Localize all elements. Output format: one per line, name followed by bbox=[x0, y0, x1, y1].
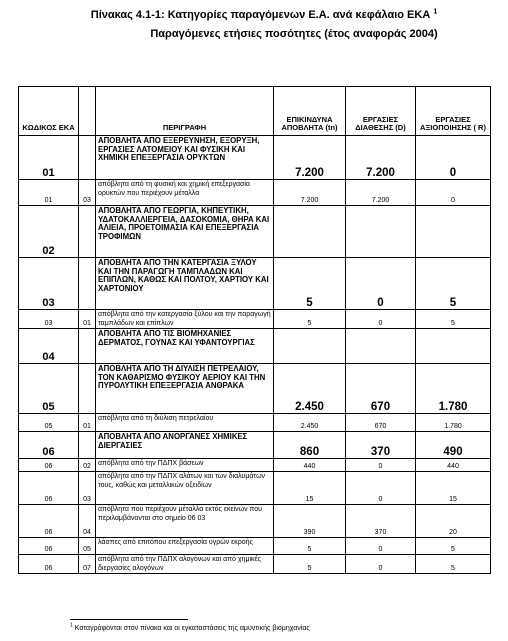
recovery-cell: 490 bbox=[416, 432, 491, 459]
hazardous-cell: 15 bbox=[274, 472, 346, 505]
description-cell: απόβλητα από την ΠΔΠΧ αλογόνων και από χημικές διεργασίες αλογόνων bbox=[96, 555, 274, 574]
hazardous-cell: 5 bbox=[274, 310, 346, 329]
hazardous-cell: 5 bbox=[274, 538, 346, 555]
recovery-cell: 5 bbox=[416, 258, 491, 310]
disposal-cell: 0 bbox=[346, 258, 416, 310]
description-cell: ΑΠΟΒΛΗΤΑ ΑΠΟ ΤΗ ΔΙΥΛΙΣΗ ΠΕΤΡΕΛΑΙΟΥ, ΤΟΝ ΚΑΘΑΡΙΣΜΟ ΦΥΣΙΚΟΥ ΑΕΡΙΟΥ ΚΑΙ ΤΗΝ ΠΥΡΟΛΥΤΙΚΗ ΕΠΕΞΕΡΓΑΣΙΑ ΑΝΘΡΑΚΑ bbox=[96, 364, 274, 414]
category-row bbox=[19, 206, 491, 258]
disposal-cell: 370 bbox=[346, 432, 416, 459]
category-row bbox=[19, 136, 491, 180]
code-cell: 05 bbox=[19, 364, 79, 414]
table-title bbox=[10, 9, 508, 22]
code-cell: 03 bbox=[19, 258, 79, 310]
disposal-cell: 7.200 bbox=[346, 180, 416, 206]
subcategory-row bbox=[19, 505, 491, 538]
subcategory-row bbox=[19, 472, 491, 505]
hazardous-cell: 440 bbox=[274, 459, 346, 472]
sub-code-cell: 07 bbox=[79, 555, 96, 574]
category-row bbox=[19, 258, 491, 310]
table-subtitle: Παραγόμενες ετήσιες ποσότητες (έτος αναφοράς 2004) bbox=[150, 28, 438, 40]
recovery-cell bbox=[416, 329, 491, 364]
sub-code-cell: 01 bbox=[79, 310, 96, 329]
recovery-cell: 1.780 bbox=[416, 414, 491, 432]
header-disposal: ΕΡΓΑΣΙΕΣ ΔΙΑΘΕΣΗΣ (D) bbox=[346, 87, 416, 136]
hazardous-cell bbox=[274, 206, 346, 258]
hazardous-cell: 390 bbox=[274, 505, 346, 538]
hazardous-cell bbox=[274, 329, 346, 364]
disposal-cell: 0 bbox=[346, 459, 416, 472]
code-cell: 06 bbox=[19, 555, 79, 574]
description-cell: ΑΠΟΒΛΗΤΑ ΑΠΟ ΕΞΕΡΕΥΝΗΣΗ, ΕΞΟΡΥΞΗ, ΕΡΓΑΣΙΕΣ ΛΑΤΟΜΕΙΟΥ ΚΑΙ ΦΥΣΙΚΗ ΚΑΙ ΧΗΜΙΚΗ ΕΠΕΞΕΡΓΑΣΙΑ ΟΡΥΚΤΩΝ bbox=[96, 136, 274, 180]
description-cell: απόβλητα από τη φυσική και χημική επεξεργασία ορυκτών που περιέχουν μέταλλα bbox=[96, 180, 274, 206]
header-sub bbox=[79, 87, 96, 136]
recovery-cell: 5 bbox=[416, 555, 491, 574]
header-description: ΠΕΡΙΓΡΑΦΗ bbox=[96, 87, 274, 136]
recovery-cell: 15 bbox=[416, 472, 491, 505]
footnote bbox=[70, 622, 310, 633]
description-cell: ΑΠΟΒΛΗΤΑ ΑΠΟ ΤΙΣ ΒΙΟΜΗΧΑΝΙΕΣ ΔΕΡΜΑΤΟΣ, ΓΟΥΝΑΣ ΚΑΙ ΥΦΑΝΤΟΥΡΓΙΑΣ bbox=[96, 329, 274, 364]
category-row bbox=[19, 432, 491, 459]
disposal-cell bbox=[346, 206, 416, 258]
hazardous-cell: 7.200 bbox=[274, 136, 346, 180]
description-cell: ΑΠΟΒΛΗΤΑ ΑΠΟ ΑΝΟΡΓΑΝΕΣ ΧΗΜΙΚΕΣ ΔΙΕΡΓΑΣΙΕΣ bbox=[96, 432, 274, 459]
sub-code-cell bbox=[79, 206, 96, 258]
disposal-cell bbox=[346, 329, 416, 364]
code-cell: 06 bbox=[19, 432, 79, 459]
disposal-cell: 670 bbox=[346, 414, 416, 432]
recovery-cell: 5 bbox=[416, 310, 491, 329]
code-cell: 02 bbox=[19, 206, 79, 258]
disposal-cell: 7.200 bbox=[346, 136, 416, 180]
sub-code-cell: 01 bbox=[79, 414, 96, 432]
sub-code-cell: 05 bbox=[79, 538, 96, 555]
sub-code-cell: 04 bbox=[79, 505, 96, 538]
code-cell: 01 bbox=[19, 180, 79, 206]
subcategory-row bbox=[19, 555, 491, 574]
description-cell: απόβλητα από τη διύλιση πετρελαίου bbox=[96, 414, 274, 432]
disposal-cell: 670 bbox=[346, 364, 416, 414]
sub-code-cell: 02 bbox=[79, 459, 96, 472]
sub-code-cell bbox=[79, 364, 96, 414]
description-cell: ΑΠΟΒΛΗΤΑ ΑΠΟ ΓΕΩΡΓΙΑ, ΚΗΠΕΥΤΙΚΗ, ΥΔΑΤΟΚΑΛΛΙΕΡΓΕΙΑ, ΔΑΣΟΚΟΜΙΑ, ΘΗΡΑ ΚΑΙ ΑΛΙΕΙΑ, ΠΡΟΕΤΟΙΜΑΣΙΑ ΚΑΙ ΕΠΕΞΕΡΓΑΣΙΑ ΤΡΟΦΙΜΩΝ bbox=[96, 206, 274, 258]
sub-code-cell bbox=[79, 329, 96, 364]
code-cell: 01 bbox=[19, 136, 79, 180]
subcategory-row bbox=[19, 310, 491, 329]
description-cell: ΑΠΟΒΛΗΤΑ ΑΠΟ ΤΗΝ ΚΑΤΕΡΓΑΣΙΑ ΞΥΛΟΥ ΚΑΙ ΤΗΝ ΠΑΡΑΓΩΓΗ ΤΑΜΠΛΑΔΩΝ ΚΑΙ ΕΠΙΠΛΩΝ, ΚΑΘΩΣ ΚΑΙ ΠΟΛΤΟΥ, ΧΑΡΤΙΟΥ ΚΑΙ ΧΑΡΤΟΝΙΟΥ bbox=[96, 258, 274, 310]
footnote-text: Καταγράφονται στον πίνακα και οι εγκαταστάσεις της αμυντικής βιομηχανίας bbox=[74, 625, 310, 632]
subcategory-row bbox=[19, 538, 491, 555]
header-hazardous: ΕΠΙΚΙΝΔΥΝΑ ΑΠΟΒΛΗΤΑ (tn) bbox=[274, 87, 346, 136]
code-cell: 06 bbox=[19, 472, 79, 505]
hazardous-cell: 860 bbox=[274, 432, 346, 459]
hazardous-cell: 5 bbox=[274, 258, 346, 310]
code-cell: 03 bbox=[19, 310, 79, 329]
hazardous-cell: 7.200 bbox=[274, 180, 346, 206]
hazardous-cell: 2.450 bbox=[274, 414, 346, 432]
subcategory-row bbox=[19, 459, 491, 472]
code-cell: 06 bbox=[19, 538, 79, 555]
recovery-cell: 0 bbox=[416, 180, 491, 206]
disposal-cell: 0 bbox=[346, 538, 416, 555]
disposal-cell: 0 bbox=[346, 555, 416, 574]
recovery-cell: 0 bbox=[416, 136, 491, 180]
waste-categories-table bbox=[18, 86, 491, 574]
subcategory-row bbox=[19, 180, 491, 206]
disposal-cell: 0 bbox=[346, 472, 416, 505]
disposal-cell: 0 bbox=[346, 310, 416, 329]
subcategory-row bbox=[19, 414, 491, 432]
code-cell: 04 bbox=[19, 329, 79, 364]
recovery-cell: 20 bbox=[416, 505, 491, 538]
description-cell: απόβλητα από την ΠΔΠΧ βάσεων bbox=[96, 459, 274, 472]
hazardous-cell: 5 bbox=[274, 555, 346, 574]
sub-code-cell bbox=[79, 432, 96, 459]
header-row bbox=[19, 87, 491, 136]
code-cell: 05 bbox=[19, 414, 79, 432]
code-cell: 06 bbox=[19, 459, 79, 472]
sub-code-cell: 03 bbox=[79, 180, 96, 206]
description-cell: απόβλητα από την κατεργασία ξύλου και την παραγωγή ταμπλάδων και επίπλων bbox=[96, 310, 274, 329]
description-cell: απόβλητα από την ΠΔΠΧ αλάτων και των διαλυμάτων τους, καθώς και μεταλλικών οξειδίων bbox=[96, 472, 274, 505]
sub-code-cell bbox=[79, 136, 96, 180]
table-title-text: Πίνακας 4.1-1: Κατηγορίες παραγόμενων Ε.Α. ανά κεφάλαιο ΕΚΑ bbox=[90, 9, 431, 21]
category-row bbox=[19, 329, 491, 364]
footnote-separator bbox=[70, 619, 188, 620]
sub-code-cell: 03 bbox=[79, 472, 96, 505]
recovery-cell: 5 bbox=[416, 538, 491, 555]
table-body bbox=[19, 136, 491, 574]
category-row bbox=[19, 364, 491, 414]
footnote-marker: 1 bbox=[70, 622, 73, 629]
recovery-cell: 440 bbox=[416, 459, 491, 472]
recovery-cell bbox=[416, 206, 491, 258]
recovery-cell: 1.780 bbox=[416, 364, 491, 414]
description-cell: λάσπες από επιτόπου επεξεργασία υγρών εκροής bbox=[96, 538, 274, 555]
hazardous-cell: 2.450 bbox=[274, 364, 346, 414]
sub-code-cell bbox=[79, 258, 96, 310]
description-cell: απόβλητα που περιέχουν μέταλλα εκτός εκείνων που περιλαμβάνονται στο σημείο 06 03 bbox=[96, 505, 274, 538]
title-footnote-marker: 1 bbox=[433, 8, 438, 16]
header-recovery: ΕΡΓΑΣΙΕΣ ΑΞΙΟΠΟΙΗΣΗΣ ( R) bbox=[416, 87, 491, 136]
disposal-cell: 370 bbox=[346, 505, 416, 538]
code-cell: 06 bbox=[19, 505, 79, 538]
header-code: ΚΩΔΙΚΟΣ ΕΚΑ bbox=[19, 87, 79, 136]
